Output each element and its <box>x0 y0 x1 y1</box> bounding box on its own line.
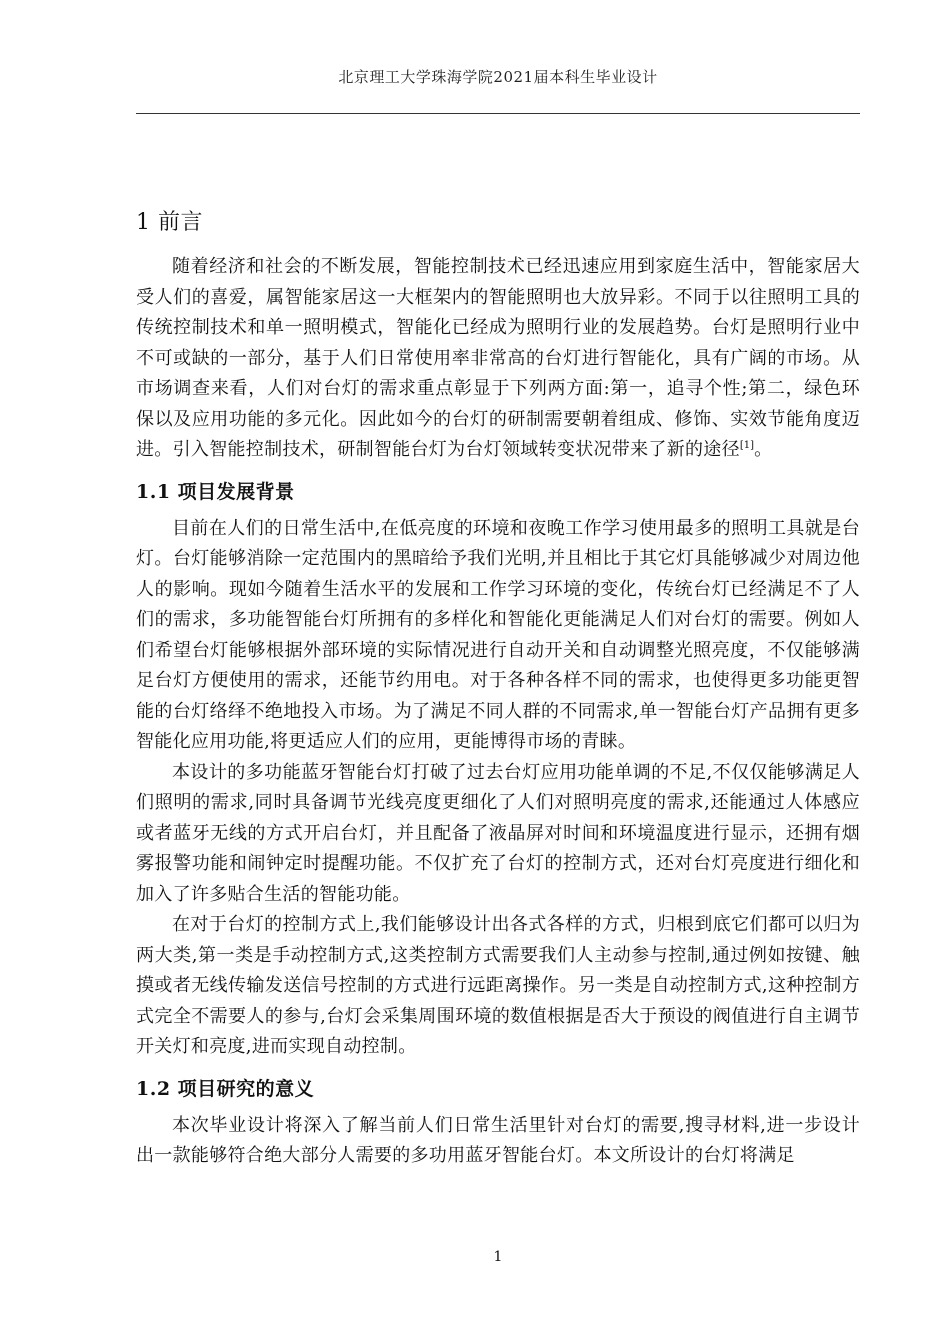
paragraph-significance: 本次毕业设计将深入了解当前人们日常生活里针对台灯的需要,搜寻材料,进一步设计出一款能够符合绝大部分人需要的多功用蓝牙智能台灯。本文所设计的台灯将满足 <box>136 1114 860 1166</box>
page-body <box>136 204 860 1172</box>
citation-1: [1] <box>739 440 755 451</box>
page-number: 1 <box>493 1249 503 1265</box>
paragraph-preface <box>136 252 860 466</box>
paragraph-background-3: 在对于台灯的控制方式上,我们能够设计出各式各样的方式，归根到底它们都可以归为两大类,第一类是手动控制方式,这类控制方式需要我们人主动参与控制,通过例如按键、触摸或者无线传输发送信号控制的方式进行远距离操作。另一类是自动控制方式,这种控制方式完全不需要人的参与,台灯会采集周围环境的数值根据是否大于预设的阀值进行自主调节开关灯和亮度,进而实现自动控制。 <box>136 914 860 1057</box>
section-heading-significance: 1.2 项目研究的意义 <box>136 1077 315 1100</box>
paragraph-background-2: 本设计的多功能蓝牙智能台灯打破了过去台灯应用功能单调的不足,不仅仅能够满足人们照明的需求,同时具备调节光线亮度更细化了人们对照明亮度的需求,还能通过人体感应或者蓝牙无线的方式开启台灯，并且配备了液晶屏对时间和环境温度进行显示，还拥有烟雾报警功能和闹钟定时提醒功能。不仅扩充了台灯的控制方式，还对台灯亮度进行细化和加入了许多贴合生活的智能功能。 <box>136 761 860 905</box>
section-heading-preface: 1 前言 <box>136 210 203 235</box>
paragraph-preface-text: 随着经济和社会的不断发展，智能控制技术已经迅速应用到家庭生活中，智能家居大受人们的喜爱，属智能家居这一大框架内的智能照明也大放异彩。不同于以往照明工具的传统控制技术和单一照明模式，智能化已经成为照明行业的发展趋势。台灯是照明行业中不可或缺的一部分，基于人们日常使用率非常高的台灯进行智能化，具有广阔的市场。从市场调查来看，人们对台灯的需求重点彰显于下列两方面:第一，追寻个性;第二，绿色环保以及应用功能的多元化。因此如今的台灯的研制需要朝着组成、修饰、实效节能角度迈进。引入智能控制技术，研制智能台灯为台灯领域转变状况带来了新的途径 <box>136 256 860 460</box>
section-heading-background: 1.1 项目发展背景 <box>136 480 295 503</box>
header-rule <box>136 113 860 114</box>
paragraph-background-1: 目前在人们的日常生活中,在低亮度的环境和夜晚工作学习使用最多的照明工具就是台灯。台灯能够消除一定范围内的黑暗给予我们光明,并且相比于其它灯具能够减少对周边他人的影响。现如今随着生活水平的发展和工作学习环境的变化，传统台灯已经满足不了人们的需求，多功能智能台灯所拥有的多样化和智能化更能满足人们对台灯的需要。例如人们希望台灯能够根据外部环境的实际情况进行自动开关和自动调整光照亮度，不仅能够满足台灯方便使用的需求，还能节约用电。对于各种各样不同的需求，也使得更多功能更智能的台灯络绎不绝地投入市场。为了满足不同人群的不同需求,单一智能台灯产品拥有更多智能化应用功能,将更适应人们的应用，更能博得市场的青睐。 <box>136 517 860 752</box>
running-header: 北京理工大学珠海学院2021届本科生毕业设计 <box>338 68 658 86</box>
paragraph-preface-end: 。 <box>754 439 773 460</box>
